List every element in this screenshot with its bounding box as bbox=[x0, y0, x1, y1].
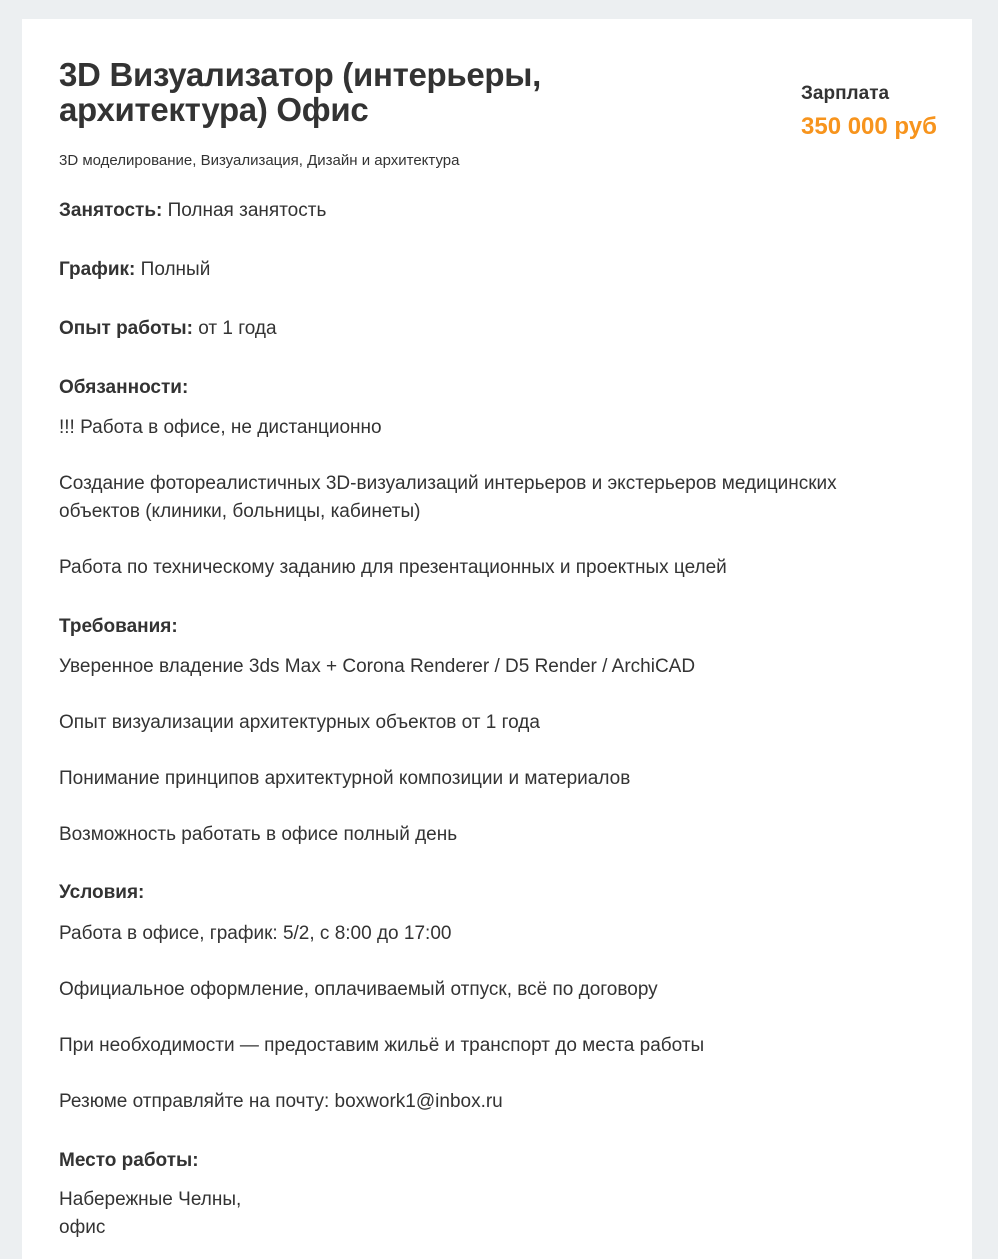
workplace-type: офис bbox=[59, 1217, 106, 1238]
condition-item: При необходимости — предоставим жильё и транспорт до места работы bbox=[59, 1035, 705, 1056]
requirement-item: Уверенное владение 3ds Max + Corona Renderer / D5 Render / ArchiCAD bbox=[59, 656, 696, 677]
vacancy-card bbox=[22, 19, 972, 1259]
duties-heading: Обязанности: bbox=[59, 377, 189, 398]
experience-value: от 1 года bbox=[198, 318, 277, 339]
schedule-row bbox=[59, 256, 210, 284]
condition-item: Резюме отправляйте на почту: boxwork1@inbox.ru bbox=[59, 1091, 503, 1112]
experience-label: Опыт работы: bbox=[59, 318, 193, 339]
workplace-heading: Место работы: bbox=[59, 1150, 199, 1171]
condition-item: Работа в офисе, график: 5/2, с 8:00 до 17:00 bbox=[59, 923, 452, 944]
vacancy-categories: 3D моделирование, Визуализация, Дизайн и архитектура bbox=[59, 152, 460, 169]
requirement-item: Возможность работать в офисе полный день bbox=[59, 824, 458, 845]
employment-label: Занятость: bbox=[59, 200, 163, 221]
salary-value: 350 000 руб bbox=[801, 113, 937, 140]
employment-value: Полная занятость bbox=[167, 200, 327, 221]
requirement-item: Понимание принципов архитектурной композиции и материалов bbox=[59, 768, 631, 789]
duty-item: Работа по техническому заданию для презентационных и проектных целей bbox=[59, 557, 727, 578]
duty-item: Создание фотореалистичных 3D-визуализаций интерьеров и экстерьеров медицинских объектов (клиники, больницы, кабинеты) bbox=[59, 473, 837, 522]
duty-item: !!! Работа в офисе, не дистанционно bbox=[59, 417, 382, 438]
experience-row bbox=[59, 315, 277, 343]
conditions-heading: Условия: bbox=[59, 882, 145, 903]
schedule-value: Полный bbox=[140, 259, 211, 280]
workplace-city: Набережные Челны, bbox=[59, 1189, 242, 1210]
requirements-heading: Требования: bbox=[59, 616, 178, 637]
salary-label: Зарплата bbox=[801, 83, 890, 104]
requirement-item: Опыт визуализации архитектурных объектов от 1 года bbox=[59, 712, 540, 733]
schedule-label: График: bbox=[59, 259, 136, 280]
salary-block bbox=[801, 83, 937, 141]
vacancy-title: 3D Визуализатор (интерьеры, архитектура) Офис bbox=[59, 56, 542, 128]
employment-row bbox=[59, 197, 326, 225]
condition-item: Официальное оформление, оплачиваемый отпуск, всё по договору bbox=[59, 979, 658, 1000]
